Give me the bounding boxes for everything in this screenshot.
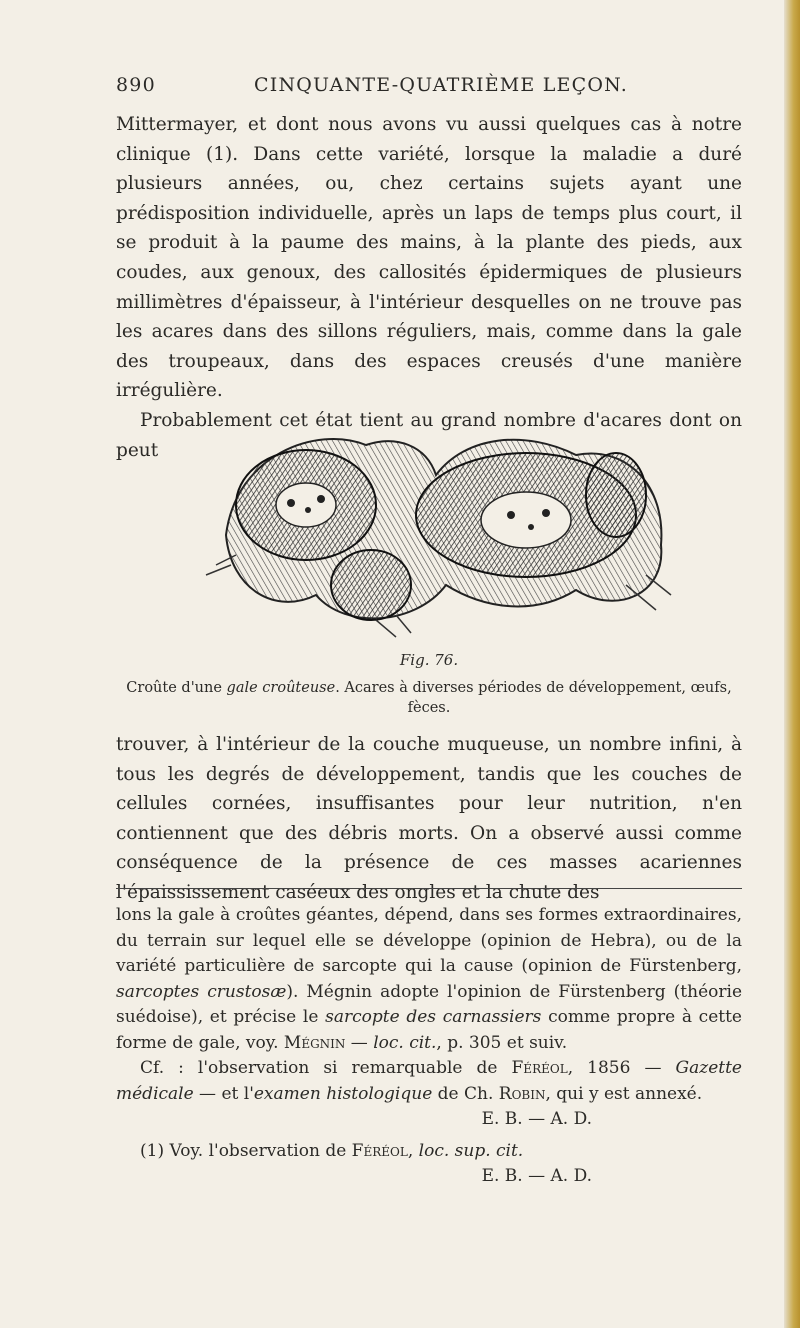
caption-suffix: . Acares à diverses périodes de développement, œufs, fèces. xyxy=(335,680,732,716)
note-italic: examen histologique xyxy=(253,1083,433,1104)
page-number: 890 xyxy=(116,74,156,96)
note-text: — xyxy=(345,1032,374,1053)
note-text: de Ch. xyxy=(432,1083,499,1104)
note-text: ). Mégnin adopte l'opinion de Fürstenberg (théorie suédoise), et précise le xyxy=(116,981,742,1027)
paragraph-1 xyxy=(116,110,742,465)
note-text: (1) Voy. l'observation de xyxy=(140,1140,352,1161)
note-reference xyxy=(116,1056,742,1107)
note-text: , p. 305 et suiv. xyxy=(436,1032,568,1053)
note-text: Cf. : l'observation si remarquable de xyxy=(140,1058,512,1078)
author-name: Robin xyxy=(498,1083,546,1104)
note-continuation xyxy=(116,903,742,1056)
paragraph-1-text: Mittermayer, et dont nous avons vu aussi quelques cas à notre clinique (1). Dans cette variété, lorsque la maladie a duré plusieurs années, ou, chez certains sujets ayant une prédisposition individuelle, après un laps de temps plus court, il se produit à la paume des mains, à la plante des pieds, aux coudes, aux genoux, des callosités épidermiques de plusieurs millimètres d'épaisseur, à l'intérieur desquelles on ne trouve pas les acares dans des sillons réguliers, mais, comme dans la gale des troupeaux, dans des espaces creusés d'une manière irrégulière. xyxy=(116,114,742,402)
note-italic: sarcoptes crustosæ xyxy=(116,981,287,1002)
paragraph-2 xyxy=(116,730,742,908)
page-header xyxy=(116,74,742,100)
running-title: CINQUANTE-QUATRIÈME LEÇON. xyxy=(254,74,628,96)
footnote-1 xyxy=(116,1139,742,1165)
note-italic: loc. sup. cit. xyxy=(418,1140,524,1161)
note-text: , xyxy=(407,1140,419,1161)
paragraph-2-text: trouver, à l'intérieur de la couche muqueuse, un nombre infini, à tous les degrés de développement, tandis que les couches de cellules cornées, insuffisantes pour leur nutrition, n'en contiennent que des débris morts. On a observé aussi comme conséquence de la présence de ces masses acariennes l'épaississement caséeux des ongles et la chute des xyxy=(116,734,742,903)
signature: E. B. — A. D. xyxy=(481,1109,592,1129)
note-text: , 1856 — xyxy=(567,1058,676,1078)
paragraph-1-continuation: Probablement cet état tient au grand nombre d'acares dont on peut xyxy=(116,409,742,461)
mite-crust-illustration xyxy=(196,415,676,640)
note-italic: Gazette médicale xyxy=(116,1058,742,1104)
page-edge xyxy=(784,0,800,1328)
note-italic: loc. cit. xyxy=(373,1032,437,1053)
note-text: lons la gale à croûtes géantes, dépend, dans ses formes extraordinaires, du terrain sur lequel elle se développe (opinion de Hebra), ou de la variété particulière de sarcopte qui la cause (opinion de Fürstenberg, xyxy=(116,905,742,976)
note-text: comme propre à cette forme de gale, voy. xyxy=(116,1007,742,1053)
author-name: Féréol xyxy=(351,1140,408,1161)
author-name: Mégnin xyxy=(283,1032,346,1053)
author-name: Féréol xyxy=(511,1058,568,1078)
signature: E. B. — A. D. xyxy=(481,1166,592,1186)
figure-number: Fig. 76. xyxy=(399,651,459,669)
note-text: — et l' xyxy=(193,1083,254,1104)
caption-italic: gale croûteuse xyxy=(226,680,336,696)
figure-caption xyxy=(116,650,742,718)
caption-prefix: Croûte d'une xyxy=(126,680,227,696)
footnote-divider xyxy=(116,888,742,889)
note-text: , qui y est annexé. xyxy=(545,1083,703,1104)
footnotes xyxy=(116,903,742,1190)
note-italic: sarcopte des carnassiers xyxy=(325,1007,542,1027)
